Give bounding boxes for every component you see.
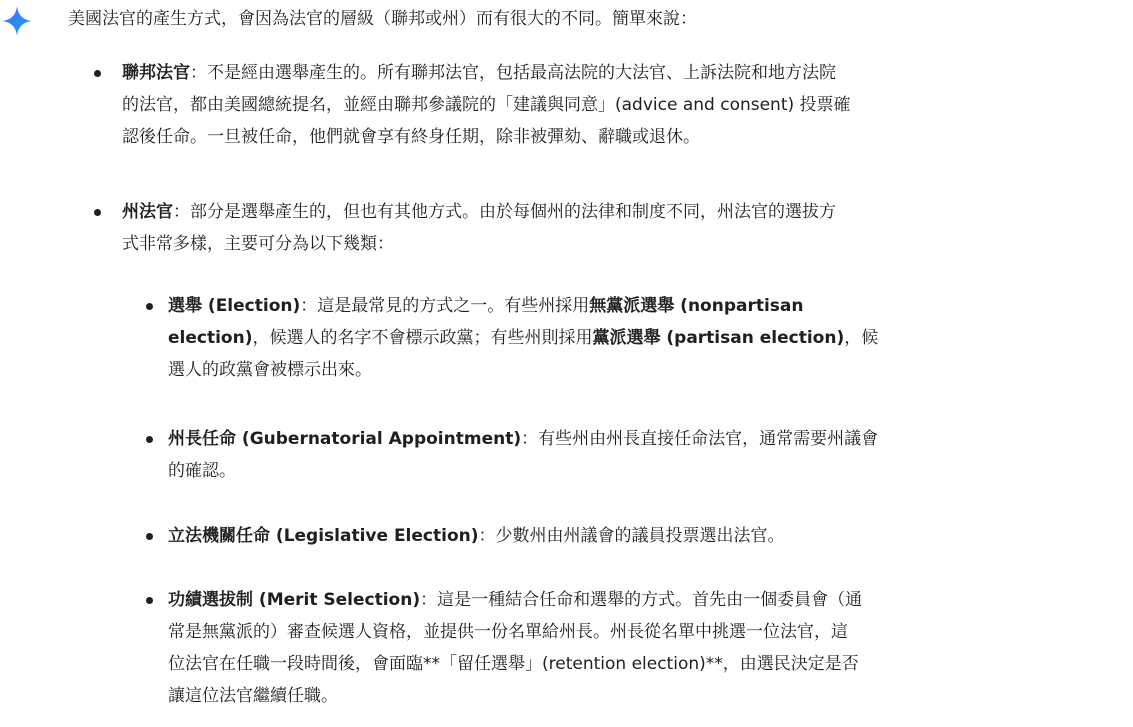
term-state: 州法官 [122, 202, 173, 222]
bullet-icon [146, 303, 153, 310]
list-item-state: 州法官：部分是選舉產生的，但也有其他方式。由於每個州的法律和制度不同，州法官的選拔方 式非常多樣，主要可分為以下幾類： [122, 196, 1122, 260]
bullet-icon [94, 209, 101, 216]
term-federal: 聯邦法官 [122, 63, 190, 83]
sub-item-election: 選舉 (Election)：這是最常見的方式之一。有些州採用無黨派選舉 (nonpartisan election)，候選人的名字不會標示政黨；有些州則採用黨派選舉 (partisan election)，候 選人的政黨會被標示出來。 [168, 290, 1128, 386]
list-item-federal: 聯邦法官：不是經由選舉產生的。所有聯邦法官，包括最高法院的大法官、上訴法院和地方法院 的法官，都由美國總統提名，並經由聯邦參議院的「建議與同意」(advice and consent) 投票確 認後任命。一旦被任命，他們就會享有終身任期，除非被彈劾、辭職或退休。 [122, 57, 1122, 153]
sparkle-icon [0, 4, 34, 38]
bullet-icon [94, 70, 101, 77]
bullet-icon [146, 597, 153, 604]
sub-item-legislative: 立法機關任命 (Legislative Election)：少數州由州議會的議員投票選出法官。 [168, 520, 1128, 552]
sub-item-gubernatorial: 州長任命 (Gubernatorial Appointment)：有些州由州長直接任命法官，通常需要州議會 的確認。 [168, 423, 1128, 487]
sub-item-merit: 功績選拔制 (Merit Selection)：這是一種結合任命和選舉的方式。首先由一個委員會（通 常是無黨派的）審查候選人資格，並提供一份名單給州長。州長從名單中挑選一位法官，這 位法官在任職一段時間後，會面臨**「留任選舉」(retention election)**，由選民決定是否 讓這位法官繼續任職。 [168, 584, 1128, 712]
bullet-icon [146, 533, 153, 540]
bullet-icon [146, 436, 153, 443]
intro-text: 美國法官的產生方式，會因為法官的層級（聯邦或州）而有很大的不同。簡單來說： [68, 9, 697, 29]
